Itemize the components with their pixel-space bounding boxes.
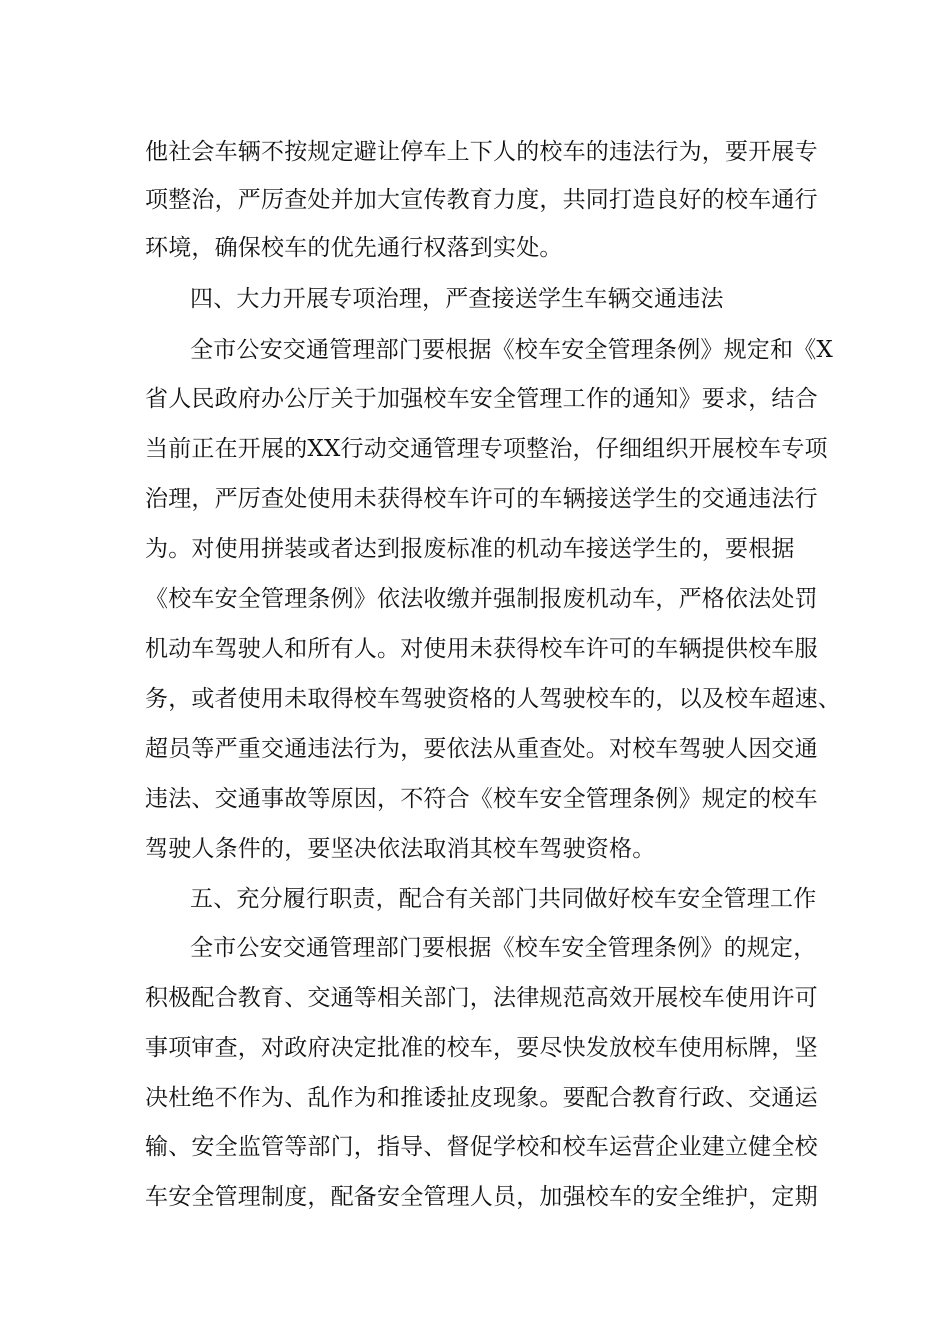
text-line: 为。对使用拼装或者达到报废标准的机动车接送学生的，要根据 [145,536,795,562]
section-heading: 四、大力开展专项治理，严查接送学生车辆交通违法 [190,286,724,312]
section-heading: 五、充分履行职责，配合有关部门共同做好校车安全管理工作 [190,886,817,912]
text-line: 省人民政府办公厅关于加强校车安全管理工作的通知》要求，结合 [145,386,818,412]
text-line: 驾驶人条件的，要坚决依法取消其校车驾驶资格。 [145,836,656,862]
text-line: 全市公安交通管理部门要根据《校车安全管理条例》的规定， [190,935,817,961]
text-line: 治理，严厉查处使用未获得校车许可的车辆接送学生的交通违法行 [145,486,818,512]
text-line: 他社会车辆不按规定避让停车上下人的校车的违法行为，要开展专 [145,139,818,165]
text-line: 《校车安全管理条例》依法收缴并强制报废机动车，严格依法处罚 [145,586,818,612]
text-line: 决杜绝不作为、乱作为和推诿扯皮现象。要配合教育行政、交通运 [145,1085,818,1111]
text-line: 积极配合教育、交通等相关部门，法律规范高效开展校车使用许可 [145,985,818,1011]
text-line: 车安全管理制度，配备安全管理人员，加强校车的安全维护，定期 [145,1184,818,1210]
text-line: 当前正在开展的XX行动交通管理专项整治，仔细组织开展校车专项 [145,436,828,462]
text-line: 项整治，严厉查处并加大宣传教育力度，共同打造良好的校车通行 [145,187,818,213]
text-line: 超员等严重交通违法行为，要依法从重查处。对校车驾驶人因交通 [145,736,818,762]
text-line: 事项审查，对政府决定批准的校车，要尽快发放校车使用标牌，坚 [145,1035,818,1061]
text-line: 违法、交通事故等原因，不符合《校车安全管理条例》规定的校车 [145,786,818,812]
text-line: 机动车驾驶人和所有人。对使用未获得校车许可的车辆提供校车服 [145,636,818,662]
text-line: 务，或者使用未取得校车驾驶资格的人驾驶校车的，以及校车超速、 [145,686,841,712]
text-line: 环境，确保校车的优先通行权落到实处。 [145,235,563,261]
text-line: 全市公安交通管理部门要根据《校车安全管理条例》规定和《X [190,337,833,363]
text-line: 输、安全监管等部门，指导、督促学校和校车运营企业建立健全校 [145,1134,818,1160]
